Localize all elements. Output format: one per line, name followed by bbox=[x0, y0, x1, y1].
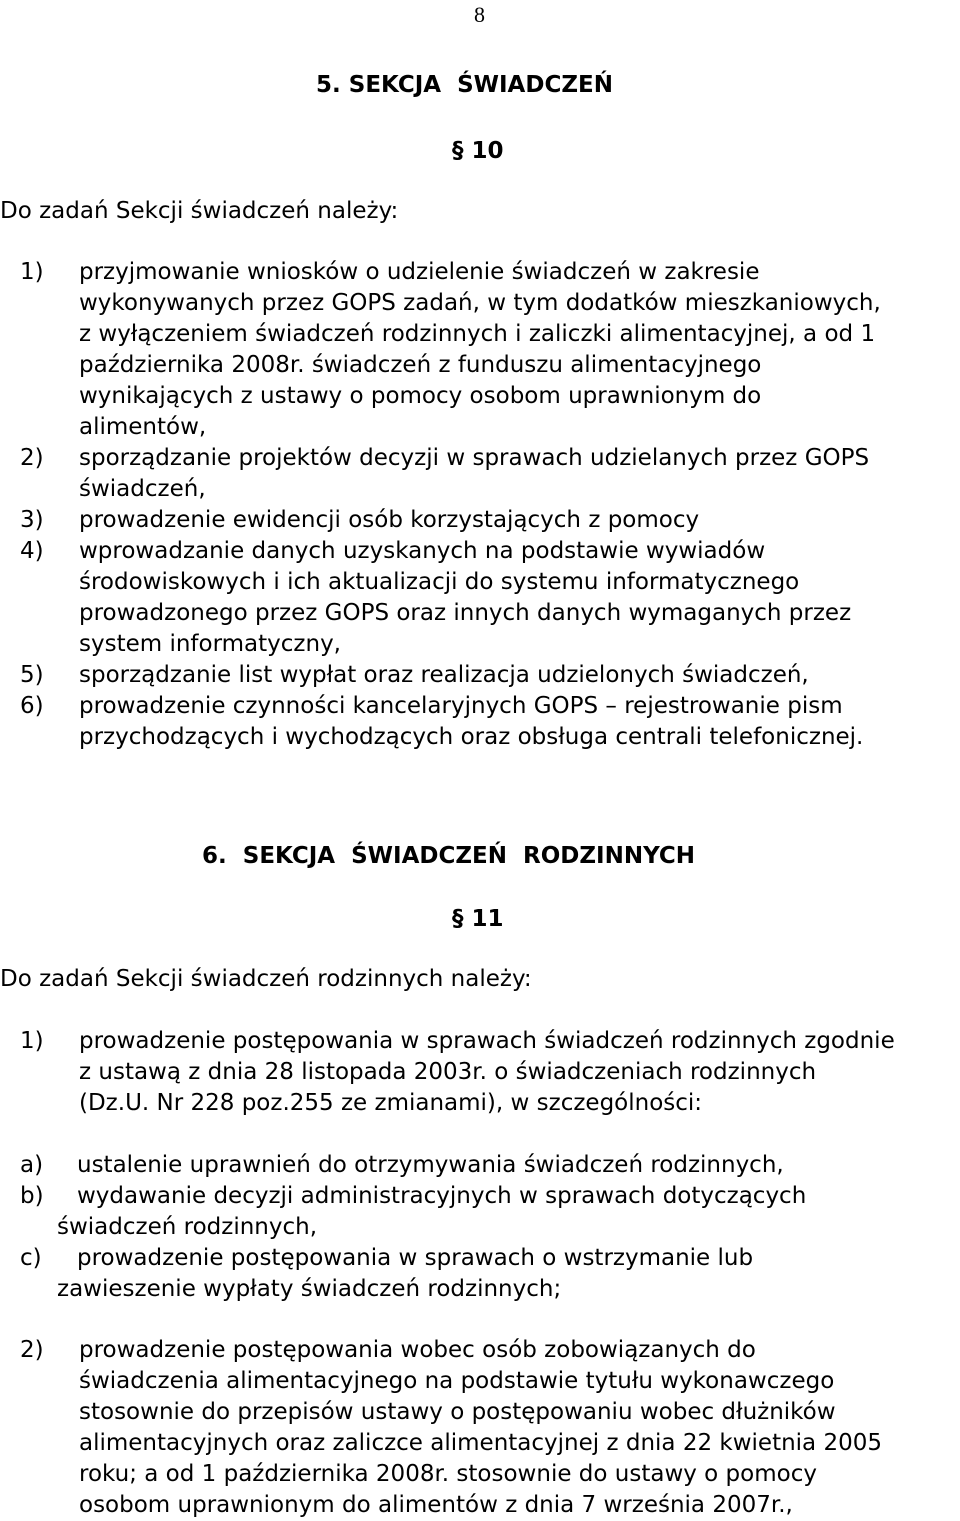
section-5-intro: Do zadań Sekcji świadczeń należy: bbox=[0, 198, 399, 224]
item-text-line: wydawanie decyzji administracyjnych w sprawach dotyczących bbox=[77, 1183, 807, 1209]
list-item bbox=[20, 1181, 806, 1243]
page-number: 8 bbox=[474, 2, 485, 27]
section-6-heading: 6. SEKCJA ŚWIADCZEŃ RODZINNYCH bbox=[202, 843, 696, 869]
item-text-line: prowadzenie postępowania w sprawach o wstrzymanie lub bbox=[77, 1245, 754, 1271]
item-text-line: alimentów, bbox=[79, 414, 207, 440]
item-number: 2) bbox=[20, 1337, 44, 1363]
item-number: 4) bbox=[20, 538, 44, 564]
item-text-line: wykonywanych przez GOPS zadań, w tym dodatków mieszkaniowych, bbox=[79, 290, 881, 316]
item-text-line: z ustawą z dnia 28 listopada 2003r. o świadczeniach rodzinnych bbox=[79, 1059, 817, 1085]
list-item bbox=[20, 536, 881, 660]
item-text-line: prowadzenie czynności kancelaryjnych GOPS – rejestrowanie pism bbox=[79, 693, 843, 719]
item-text-line: prowadzenie postępowania w sprawach świadczeń rodzinnych zgodnie bbox=[79, 1028, 895, 1054]
list-item bbox=[20, 660, 881, 691]
item-number: 3) bbox=[20, 507, 44, 533]
list-item bbox=[20, 257, 881, 443]
section-6-paragraph-mark: § 11 bbox=[452, 906, 504, 932]
item-number: 1) bbox=[20, 1028, 44, 1054]
item-number: 1) bbox=[20, 259, 44, 285]
item-text-line: osobom uprawnionym do alimentów z dnia 7 września 2007r., bbox=[79, 1492, 793, 1518]
section-5-paragraph-mark: § 10 bbox=[452, 138, 504, 164]
item-text-line: z wyłączeniem świadczeń rodzinnych i zaliczki alimentacyjnej, a od 1 bbox=[79, 321, 876, 347]
item-text-line: prowadzenie ewidencji osób korzystających z pomocy bbox=[79, 507, 700, 533]
item-letter: c) bbox=[20, 1245, 42, 1271]
item-text-line: ustalenie uprawnień do otrzymywania świadczeń rodzinnych, bbox=[77, 1152, 784, 1178]
list-item bbox=[20, 1150, 806, 1181]
item-number: 6) bbox=[20, 693, 44, 719]
item-text-line: prowadzonego przez GOPS oraz innych danych wymaganych przez bbox=[79, 600, 852, 626]
item-text-line: świadczeń, bbox=[79, 476, 206, 502]
item-text-line: roku; a od 1 października 2008r. stosownie do ustawy o pomocy bbox=[79, 1461, 817, 1487]
item-text-line: stosownie do przepisów ustawy o postępowaniu wobec dłużników bbox=[79, 1399, 836, 1425]
section-5-heading: 5. SEKCJA ŚWIADCZEŃ bbox=[316, 72, 613, 98]
item-text-line: świadczenia alimentacyjnego na podstawie tytułu wykonawczego bbox=[79, 1368, 835, 1394]
section-6-subitems bbox=[20, 1150, 806, 1305]
item-text-line: zawieszenie wypłaty świadczeń rodzinnych; bbox=[57, 1276, 562, 1302]
item-text-line: alimentacyjnych oraz zaliczce alimentacyjnej z dnia 22 kwietnia 2005 bbox=[79, 1430, 882, 1456]
item-text-line: sporządzanie list wypłat oraz realizacja udzielonych świadczeń, bbox=[79, 662, 809, 688]
item-text-line: wprowadzanie danych uzyskanych na podstawie wywiadów bbox=[79, 538, 766, 564]
item-text-line: środowiskowych i ich aktualizacji do systemu informatycznego bbox=[79, 569, 800, 595]
item-text-line: (Dz.U. Nr 228 poz.255 ze zmianami), w szczególności: bbox=[79, 1090, 703, 1116]
item-number: 5) bbox=[20, 662, 44, 688]
list-item bbox=[20, 1243, 806, 1305]
item-text-line: sporządzanie projektów decyzji w sprawach udzielanych przez GOPS bbox=[79, 445, 870, 471]
item-text-line: prowadzenie postępowania wobec osób zobowiązanych do bbox=[79, 1337, 756, 1363]
item-text-line: października 2008r. świadczeń z funduszu alimentacyjnego bbox=[79, 352, 762, 378]
section-5-list bbox=[20, 257, 881, 753]
item-text-line: system informatyczny, bbox=[79, 631, 341, 657]
item-text-line: wynikających z ustawy o pomocy osobom uprawnionym do bbox=[79, 383, 762, 409]
item-text-line: przyjmowanie wniosków o udzielenie świadczeń w zakresie bbox=[79, 259, 760, 285]
item-text-line: świadczeń rodzinnych, bbox=[57, 1214, 318, 1240]
list-item bbox=[20, 691, 881, 753]
item-letter: a) bbox=[20, 1152, 44, 1178]
list-item bbox=[20, 443, 881, 505]
item-letter: b) bbox=[20, 1183, 44, 1209]
section-6-intro: Do zadań Sekcji świadczeń rodzinnych należy: bbox=[0, 966, 532, 992]
section-6-item-1 bbox=[20, 1026, 895, 1119]
item-text-line: przychodzących i wychodzących oraz obsługa centrali telefonicznej. bbox=[79, 724, 864, 750]
item-number: 2) bbox=[20, 445, 44, 471]
section-6-item-2 bbox=[20, 1335, 882, 1521]
list-item bbox=[20, 505, 881, 536]
